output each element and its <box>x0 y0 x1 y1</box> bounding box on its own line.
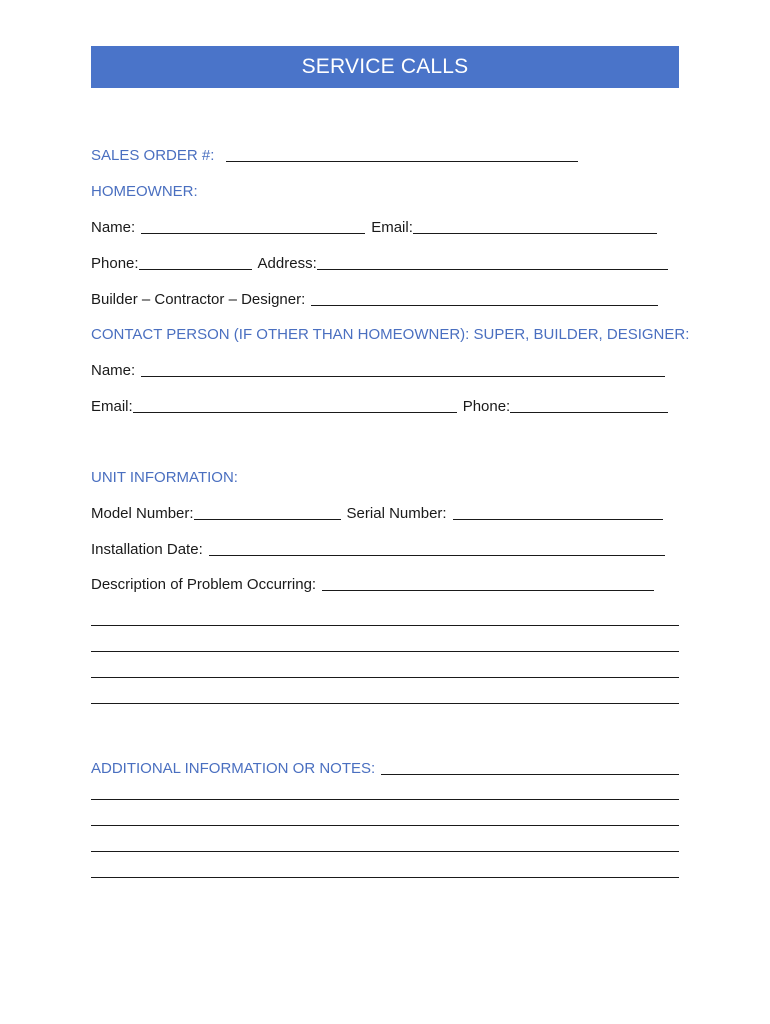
problem-line-2[interactable] <box>91 651 679 652</box>
homeowner-name-field[interactable] <box>141 219 365 234</box>
contact-name-row <box>91 359 665 379</box>
model-serial-row <box>91 502 663 522</box>
contact-email-phone-row <box>91 395 668 415</box>
install-row <box>91 538 665 558</box>
email-label: Email: <box>371 219 413 236</box>
contact-name-field[interactable] <box>141 362 665 377</box>
bcd-label: Builder – Contractor – Designer: <box>91 291 306 308</box>
serial-number-field[interactable] <box>453 505 663 520</box>
problem-label: Description of Problem Occurring: <box>91 576 317 593</box>
notes-line-2[interactable] <box>91 825 679 826</box>
contact-phone-field[interactable] <box>510 398 668 413</box>
homeowner-phone-address-row <box>91 252 668 272</box>
model-number-field[interactable] <box>194 505 341 520</box>
installation-date-field[interactable] <box>209 541 665 556</box>
problem-description-field[interactable] <box>322 576 654 591</box>
bcd-row <box>91 288 658 308</box>
install-label: Installation Date: <box>91 541 203 558</box>
homeowner-heading: HOMEOWNER: <box>91 183 198 200</box>
homeowner-name-email-row <box>91 216 657 236</box>
contact-name-label: Name: <box>91 362 136 379</box>
name-label: Name: <box>91 219 136 236</box>
homeowner-address-field[interactable] <box>317 255 668 270</box>
problem-line-1[interactable] <box>91 625 679 626</box>
sales-order-field[interactable] <box>226 147 578 162</box>
contact-email-label: Email: <box>91 398 133 415</box>
problem-line-3[interactable] <box>91 677 679 678</box>
notes-line-1[interactable] <box>91 799 679 800</box>
problem-line-4[interactable] <box>91 703 679 704</box>
unit-heading: UNIT INFORMATION: <box>91 469 238 486</box>
notes-field[interactable] <box>381 760 679 775</box>
notes-line-4[interactable] <box>91 877 679 878</box>
form-title: SERVICE CALLS <box>91 46 679 88</box>
problem-row <box>91 573 654 593</box>
homeowner-phone-field[interactable] <box>139 255 252 270</box>
contact-email-field[interactable] <box>133 398 457 413</box>
phone-label: Phone: <box>91 255 139 272</box>
contact-phone-label: Phone: <box>462 398 511 415</box>
serial-label: Serial Number: <box>346 505 447 522</box>
notes-heading: ADDITIONAL INFORMATION OR NOTES: <box>91 760 376 777</box>
homeowner-email-field[interactable] <box>413 219 657 234</box>
bcd-field[interactable] <box>311 291 658 306</box>
contact-heading: CONTACT PERSON (IF OTHER THAN HOMEOWNER): SUPER, BUILDER, DESIGNER: <box>91 326 690 343</box>
sales-order-row <box>91 144 578 164</box>
address-label: Address: <box>257 255 317 272</box>
sales-order-label: SALES ORDER #: <box>91 147 215 164</box>
notes-row <box>91 757 679 777</box>
model-label: Model Number: <box>91 505 194 522</box>
notes-line-3[interactable] <box>91 851 679 852</box>
